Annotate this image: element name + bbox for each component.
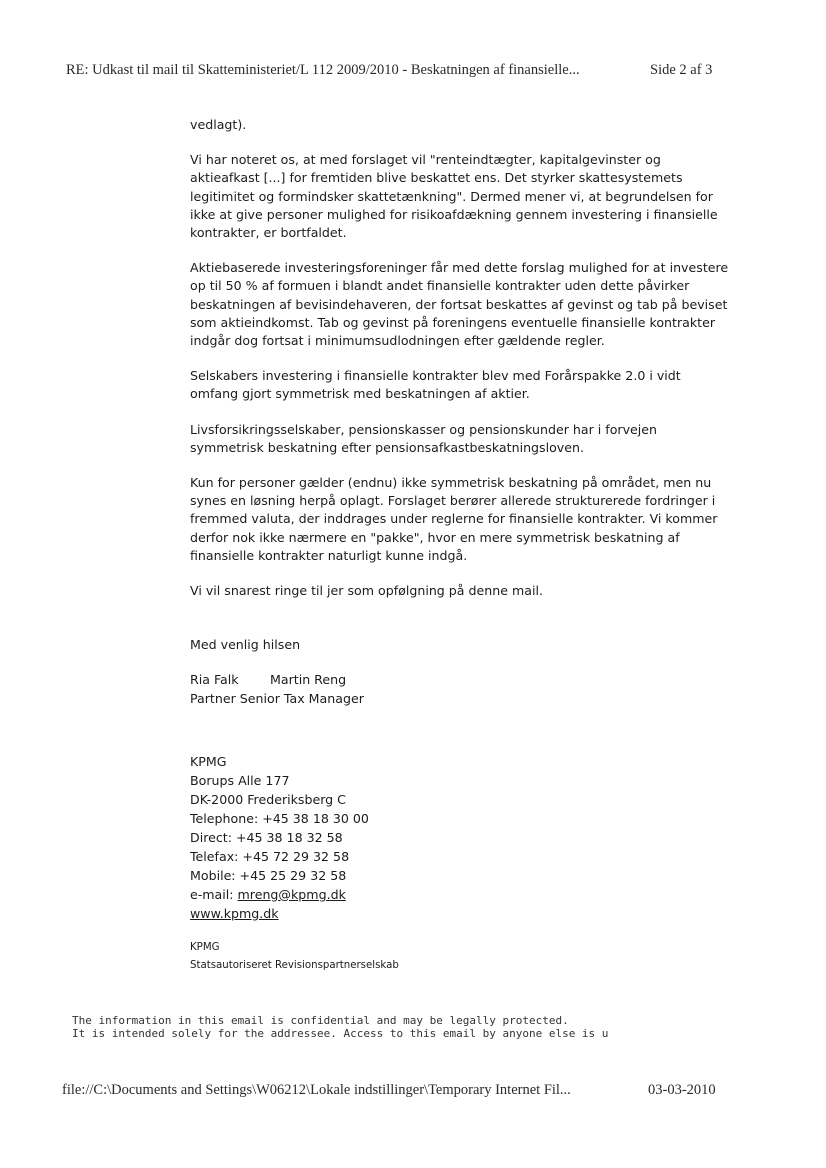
paragraph-4: Livsforsikringsselskaber, pensionskasser og pensionskunder har i forvejen symmetrisk beskatning efter pensionsafkastbeskatningsloven. <box>190 421 658 455</box>
signatory2-name: Martin Reng <box>270 672 347 688</box>
company-name: KPMG <box>190 753 227 769</box>
city-address: DK-2000 Frederiksberg C <box>190 791 346 807</box>
file-path: file://C:\Documents and Settings\W06212\Lokale indstillinger\Temporary Internet Fil... <box>62 1082 571 1098</box>
paragraph-1: Vi har noteret os, at med forslaget vil "renteindtægter, kapitalgevinster og aktieafkast [...] for fremtiden blive beskattet ens. Det styrker skattesystemets legitimitet og formindsker skattetænkning". Dermed mener vi, at begrundelsen for ikke at give personer mulighed for risikoafdækning gennem investering i finansielle kontrakter, er bortfaldet. <box>190 152 718 241</box>
telefax: Telefax: +45 72 29 32 58 <box>190 848 350 864</box>
signatory2-title: Senior Tax Manager <box>239 690 364 706</box>
paragraph-2: Aktiebaserede investeringsforeninger får med dette forslag mulighed for at investere op til 50 % af formuen i blandt andet finansielle kontrakter uden dette påvirker beskatningen af bevisindehaveren, der fortsat beskattes af gevinst og tab på beviset som aktieindkomst. Tab og gevinst på foreningens eventuelle finansielle kontrakter indgår dog fortsat i minimumsudlodningen efter gældende regler. <box>190 260 729 349</box>
print-date: 03-03-2010 <box>648 1082 716 1098</box>
confidentiality-notice <box>72 1015 752 1040</box>
signatory-names <box>190 671 730 689</box>
paragraph-6: Vi vil snarest ringe til jer som opfølgning på denne mail. <box>190 583 543 599</box>
telephone: Telephone: +45 38 18 30 00 <box>190 810 369 826</box>
page-number: Side 2 af 3 <box>650 62 713 78</box>
greeting: Med venlig hilsen <box>190 637 301 653</box>
signatory1-name: Ria Falk <box>190 672 239 688</box>
contact-block <box>190 752 730 923</box>
page-header <box>66 62 756 79</box>
website-line <box>190 904 730 923</box>
company-name-2: KPMG <box>190 941 220 953</box>
continuation-text: vedlagt). <box>190 117 247 132</box>
email-link[interactable]: mreng@kpmg.dk <box>237 886 346 902</box>
signatory-titles <box>190 690 730 708</box>
company-description: Statsautoriseret Revisionspartnerselskab <box>190 959 399 971</box>
email-line <box>190 885 730 904</box>
paragraph-3: Selskabers investering i finansielle kontrakter blev med Forårspakke 2.0 i vidt omfang gjort symmetrisk med beskatningen af aktier. <box>190 368 681 402</box>
website-link[interactable]: www.kpmg.dk <box>190 905 279 921</box>
header-title: RE: Udkast til mail til Skatteministeriet/L 112 2009/2010 - Beskatningen af finansielle... <box>66 62 580 78</box>
disclaimer-line-2: It is intended solely for the addressee. Access to this email by anyone else is u <box>72 1026 609 1040</box>
paragraph-5: Kun for personer gælder (endnu) ikke symmetrisk beskatning på området, men nu synes en løsning herpå oplagt. Forslaget berører allerede strukturerede fordringer i fremmed valuta, der inddrages under reglerne for finansielle kontrakter. Vi kommer derfor nok ikke nærmere en "pakke", hvor en mere symmetrisk beskatning af finansielle kontrakter naturligt kunne indgå. <box>190 475 718 563</box>
company-footer <box>190 939 730 975</box>
page-footer <box>62 1082 762 1099</box>
street-address: Borups Alle 177 <box>190 772 290 788</box>
signatory1-title: Partner <box>190 690 236 706</box>
email-label: e-mail: <box>190 886 238 902</box>
mobile-phone: Mobile: +45 25 29 32 58 <box>190 867 347 883</box>
direct-phone: Direct: +45 38 18 32 58 <box>190 829 343 845</box>
disclaimer-line-1: The information in this email is confidential and may be legally protected. <box>72 1015 569 1027</box>
letter-body <box>190 116 730 975</box>
